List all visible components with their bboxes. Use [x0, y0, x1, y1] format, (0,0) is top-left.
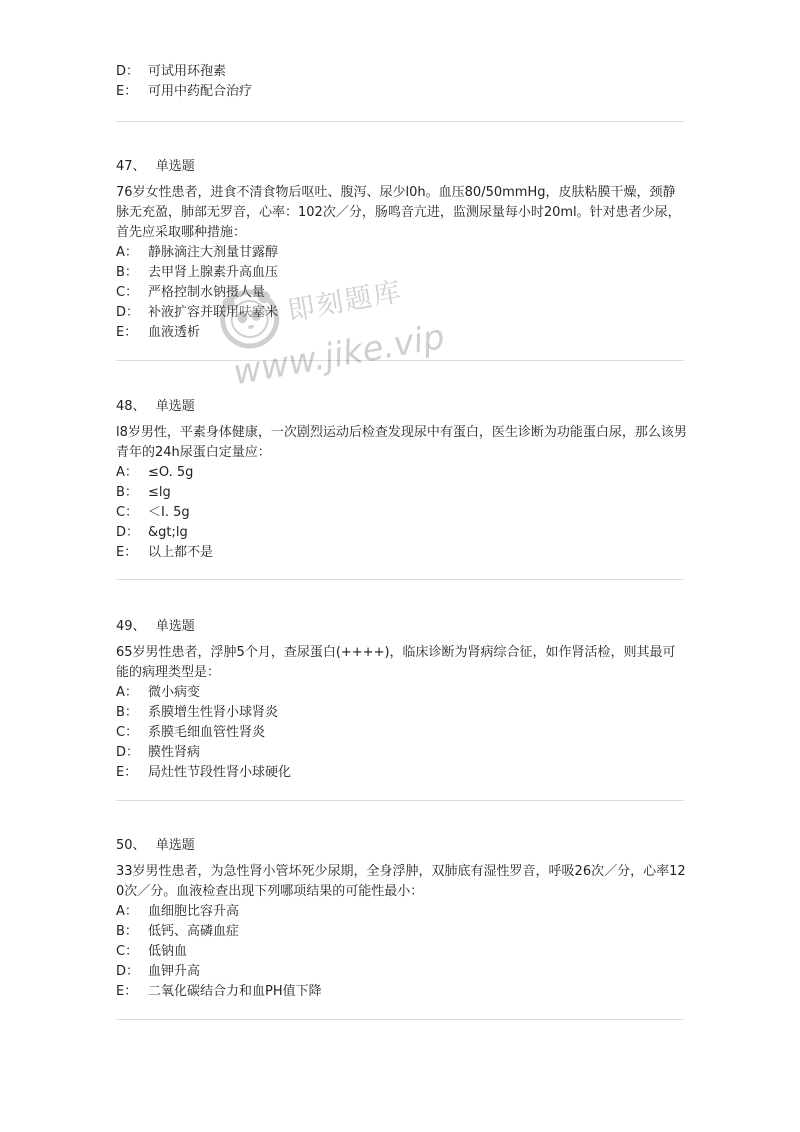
option-text: 静脉滴注大剂量甘露醇: [148, 245, 279, 260]
option-letter: B：: [116, 924, 138, 939]
option-text: 以上都不是: [148, 545, 214, 560]
option-letter: E：: [116, 545, 138, 560]
question-header: [116, 617, 688, 637]
question-stem: 76岁女性患者，进食不清食物后呕吐、腹泻、尿少l0h。血压80/50mmHg，皮肤粘膜干燥，颈静脉无充盈，肺部无罗音，心率：102次／分，肠鸣音亢进，监测尿量每小时20ml。针对患者少尿，首先应采取哪种措施：: [116, 185, 681, 240]
question-stem: 33岁男性患者，为急性肾小管坏死少尿期，全身浮肿，双肺底有湿性罗音，呼吸26次／分，心率120次／分。血液检查出现下列哪项结果的可能性最小：: [116, 864, 686, 899]
option-text: 二氧化碳结合力和血PH值下降: [148, 984, 322, 999]
option-text: 补液扩容并联用呋塞米: [148, 305, 279, 320]
question-47: [116, 157, 688, 343]
option-d: [116, 523, 688, 543]
option-letter: C：: [116, 725, 139, 740]
question-stem: 65岁男性患者，浮肿5个月，查尿蛋白(++++)，临床诊断为肾病综合征，如作肾活检，则其最可能的病理类型是：: [116, 645, 676, 680]
question-number: 48、: [116, 399, 146, 414]
question-number: 47、: [116, 159, 146, 174]
option-letter: A：: [116, 465, 138, 480]
option-b: [116, 703, 688, 723]
option-letter: E：: [116, 984, 138, 999]
question-49: [116, 617, 688, 783]
question-number: 49、: [116, 619, 146, 634]
option-c: [116, 723, 688, 743]
option-letter: C：: [116, 285, 139, 300]
option-text: 血细胞比容升高: [148, 904, 240, 919]
question-header: [116, 157, 688, 177]
option-text: 血液透析: [148, 325, 201, 340]
question-type: 单选题: [155, 838, 195, 853]
question-divider: [116, 800, 684, 801]
option-text: 去甲肾上腺素升高血压: [148, 265, 279, 280]
option-c: [116, 942, 688, 962]
option-a: [116, 683, 688, 703]
question-header: [116, 397, 688, 417]
option-text: 严格控制水钠摄人量: [148, 285, 266, 300]
watermark-brand: 即刻题库: [285, 276, 405, 327]
option-d-prev: [116, 62, 226, 82]
question-divider: [116, 360, 684, 361]
option-text: 低钠血: [148, 944, 188, 959]
option-letter: D：: [116, 745, 140, 760]
option-text: 微小病变: [148, 685, 201, 700]
option-text: &gt;lg: [148, 525, 188, 540]
option-a: [116, 243, 688, 263]
option-letter: B：: [116, 485, 138, 500]
option-b: [116, 483, 688, 503]
option-b: [116, 922, 688, 942]
option-e-prev: [116, 82, 252, 102]
option-text: ＜I. 5g: [148, 505, 190, 520]
option-text: 可试用环孢素: [148, 64, 227, 79]
option-d: [116, 962, 688, 982]
watermark-url: www.jike.vip: [230, 316, 448, 394]
option-e: [116, 323, 688, 343]
question-50: [116, 836, 688, 1002]
option-letter: A：: [116, 904, 138, 919]
option-text: 低钙、高磷血症: [148, 924, 240, 939]
option-text: 膜性肾病: [148, 745, 201, 760]
option-letter: D：: [116, 525, 140, 540]
option-letter: B：: [116, 265, 138, 280]
question-stem: l8岁男性，平素身体健康，一次剧烈运动后检查发现尿中有蛋白，医生诊断为功能蛋白尿，那么该男青年的24h尿蛋白定量应：: [116, 425, 687, 460]
question-type: 单选题: [155, 159, 195, 174]
option-letter: C：: [116, 944, 139, 959]
question-divider: [116, 579, 684, 580]
option-letter: D：: [116, 305, 140, 320]
option-e: [116, 982, 688, 1002]
option-text: 局灶性节段性肾小球硬化: [148, 765, 292, 780]
option-letter: B：: [116, 705, 138, 720]
option-letter: E：: [116, 325, 138, 340]
option-letter: D：: [116, 964, 140, 979]
option-d: [116, 743, 688, 763]
option-letter: E：: [116, 84, 138, 99]
option-a: [116, 463, 688, 483]
option-letter: A：: [116, 245, 138, 260]
question-header: [116, 836, 688, 856]
option-e: [116, 543, 688, 563]
question-type: 单选题: [155, 399, 195, 414]
question-divider: [116, 1019, 684, 1020]
option-text: 系膜增生性肾小球肾炎: [148, 705, 279, 720]
option-text: ≤O. 5g: [148, 465, 194, 480]
option-c: [116, 283, 688, 303]
option-letter: D：: [116, 64, 140, 79]
option-c: [116, 503, 688, 523]
option-e: [116, 763, 688, 783]
option-b: [116, 263, 688, 283]
question-48: [116, 397, 688, 563]
option-letter: A：: [116, 685, 138, 700]
question-divider: [116, 121, 684, 122]
option-letter: C：: [116, 505, 139, 520]
question-number: 50、: [116, 838, 146, 853]
question-type: 单选题: [155, 619, 195, 634]
option-text: 血钾升高: [148, 964, 201, 979]
option-text: 系膜毛细血管性肾炎: [148, 725, 266, 740]
option-text: 可用中药配合治疗: [148, 84, 253, 99]
option-letter: E：: [116, 765, 138, 780]
option-d: [116, 303, 688, 323]
option-text: ≤lg: [148, 485, 171, 500]
option-a: [116, 902, 688, 922]
